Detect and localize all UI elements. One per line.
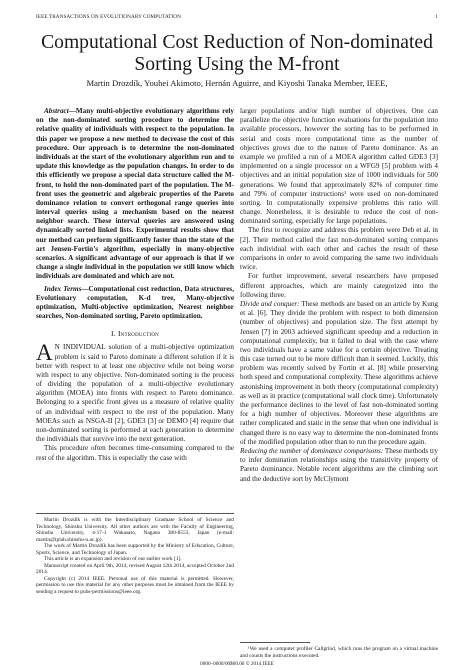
title-line-1: Computational Cost Reduction of Non-dominated — [41, 32, 433, 53]
footnote-rule — [36, 513, 234, 514]
copyright-line: 0000–0000/00$00.00 © 2014 IEEE — [200, 661, 274, 667]
intro-paragraph-1 — [36, 340, 235, 444]
title-line-2: Sorting Using the M-front — [134, 54, 340, 75]
right-paragraph-2: The first to recognize and address this problem were Deb et al. in [2]. Their method called the fast non-dominated sorting compares each individual with each other and caches the result of these comparisons in order to avoid comparing the same two individuals twice. — [240, 226, 438, 272]
left-column — [36, 107, 234, 463]
right-paragraph-3: For further improvement, several researchers have proposed different approaches, which are mainly categorized into the following three. — [240, 272, 438, 299]
affiliation-footnotes — [36, 513, 234, 596]
running-head — [36, 14, 438, 22]
index-terms-text: —Computational cost reduction, Data structures, Evolutionary computation, K-d tree, Many-objective optimization, Multi-objective optimization, Nearest neighbor searches, Non-dominated sorting, Pareto optimization. — [36, 284, 234, 321]
reducing-comparisons-paragraph — [240, 447, 438, 484]
abstract-text: —Many multi-objective evolutionary algorithms rely on the non-dominated sorting procedure to determine the relative quality of individuals with respect to the population. In this paper we propose a new method to decrease the cost of this procedure. Our approach is to determine the non-dominated individuals at the start of the evolutionary algorithm run and to update this knowledge as the population changes. In order to do this efficiently we propose a special data structure called the M-front, to hold the non-dominated part of the population. The M-front uses the geometric and algebraic properties of the Pareto dominance relation to convert orthogonal range queries into interval queries using a mechanism based on the nearest neighbor search. These interval queries are answered using dynamically sorted linked lists. Experimental results show that our method can perform significantly faster than the state of the art Jensen-Fortin’s algorithm, especially in many-objective scenarios. A significant advantage of our approach is that if we change a single individual in the population we still know which individuals are dominated and which are not. — [36, 107, 234, 281]
index-terms-label: Index Terms — [44, 284, 82, 293]
abstract-label: Abstract — [44, 107, 69, 115]
author-list: Martin Drozdík, Youhei Akimoto, Hernán Aguirre, and Kiyoshi Tanaka Member, IEEE, — [86, 78, 388, 88]
intro-lead: N INDIVIDUAL — [54, 343, 106, 352]
footnote-profiler: ¹We used a computer profiler Callgrind, which runs the program on a virtual machine and counts the instructions executed. — [240, 646, 438, 659]
footnote-copyright: Copyright (c) 2014 IEEE. Personal use of this material is permitted. However, permission to use this material for any other purposes must be obtained from the IEEE by sending a request to pubs-permissions@ieee.org. — [36, 575, 234, 596]
footnote-expansion: This article is an expansion and revision of our earlier work [1]. — [44, 556, 182, 563]
profiler-footnote — [240, 642, 438, 659]
right-paragraph-1: larger populations and/or high number of objectives. One can parallelize the objective function evaluations for the population into available processors, however the sorting has to be performed in serial and costs more computational time as the number of objectives grows due to the nature of Pareto dominance. As an example we profiled a run of a MOEA algorithm called GDE3 [3] implemented on a single processor on a WFG9 [5] problem with 4 objectives and an initial population size of 1000 individuals for 500 generations. We found that approximately 82% of computer time and 79% of computer instructions¹ were used on non-dominated sorting. In computationally expensive problems this ratio will change. Nonetheless, it is desirable to reduce the cost of non-dominated sorting, especially for large populations. — [240, 107, 438, 226]
right-column — [240, 107, 438, 484]
footnote-affiliation: Martin Drozdík is with the Interdisciplinary Graduate School of Science and Technology, Shinshu University. All other authors are with the Faculty of Engineering, Shinshu University, 4-17-1 Wakasato, Nagano 380-8553, Japan (e-mail: martin@iplab.shinshu-u.ac.jp). — [36, 517, 234, 543]
section-heading-introduction: I. Introduction — [111, 329, 159, 339]
reducing-comparisons-label: Reducing the number of dominance comparisons: — [240, 446, 384, 455]
page-number: 1 — [435, 14, 438, 20]
drop-cap: A — [36, 340, 53, 366]
footnote-funding: The work of Martin Drozdík has been supported by the Ministry of Education, Culture, Sports, Science, and Technology of Japan. — [36, 543, 234, 556]
divide-and-conquer-label: Divide and conquer: — [240, 299, 300, 308]
journal-name: IEEE TRANSACTIONS ON EVOLUTIONARY COMPUTATION — [36, 14, 182, 20]
intro-paragraph-2: This procedure often becomes time-consuming compared to the rest of the algorithm. This is especially the case with — [36, 444, 234, 462]
divide-and-conquer-paragraph — [240, 300, 438, 447]
intro-text: solution of a multi-objective optimization problem is said to Pareto dominate a different solution if it is better with respect to at least one objective while not being worse with respect to any objective. Non-dominated sorting is the process of dividing the population of a multi-objective evolutionary algorithm (MOEA) into fronts with respect to Pareto dominance. Belonging to a specific front gives us a measure of relative quality of an individual with respect to the rest of the population. Many MOEAs such as NSGA-II [2], GDE3 [3] or DEMO [4] require that non-dominated sorting is performed at each generation to determine the individuals that survive into the next generation. — [36, 343, 235, 444]
reducing-comparisons-text: These methods try to infer domination relationships using the transitivity property of Pareto dominance. Notable recent algorithms are the climbing sort and the deductive sort by McClymont — [240, 446, 438, 483]
paper-title — [30, 32, 444, 76]
footnote-manuscript-dates: Manuscript created on April 9th, 2014, revised August 12th 2014, accepted October 2nd 2014. — [36, 562, 234, 576]
footnote-rule-right — [240, 642, 310, 643]
abstract — [36, 107, 234, 282]
divide-and-conquer-text: These methods are based on an article by Kung et al. [6]. They divide the problem with respect to both dimension (number of objectives) and population size. The first attempt by Jensen [7] in 2003 achieved significant speedup and a reduction in computational complexity, but it failed to deal with the case where two individuals have a same value for a certain objective. Treating this case turned out to be more difficult than it seemed. Luckily, this problem was recently solved by Fortin et al. [8] while preserving both speed and computational complexity. These algorithms achieve astonishing improvement in both theory (computational complexity) as well as in practice (computational wall clock time). Unfortunately the performance declines to the level of fast non-dominated sorting for a high number of objectives. Moreover these algorithms are rather complicated and static in the sense that when one individual is changed there is no easy way to determine the non-dominated fronts of the modified population other than to run the procedure again. — [240, 299, 438, 446]
index-terms — [36, 285, 234, 322]
